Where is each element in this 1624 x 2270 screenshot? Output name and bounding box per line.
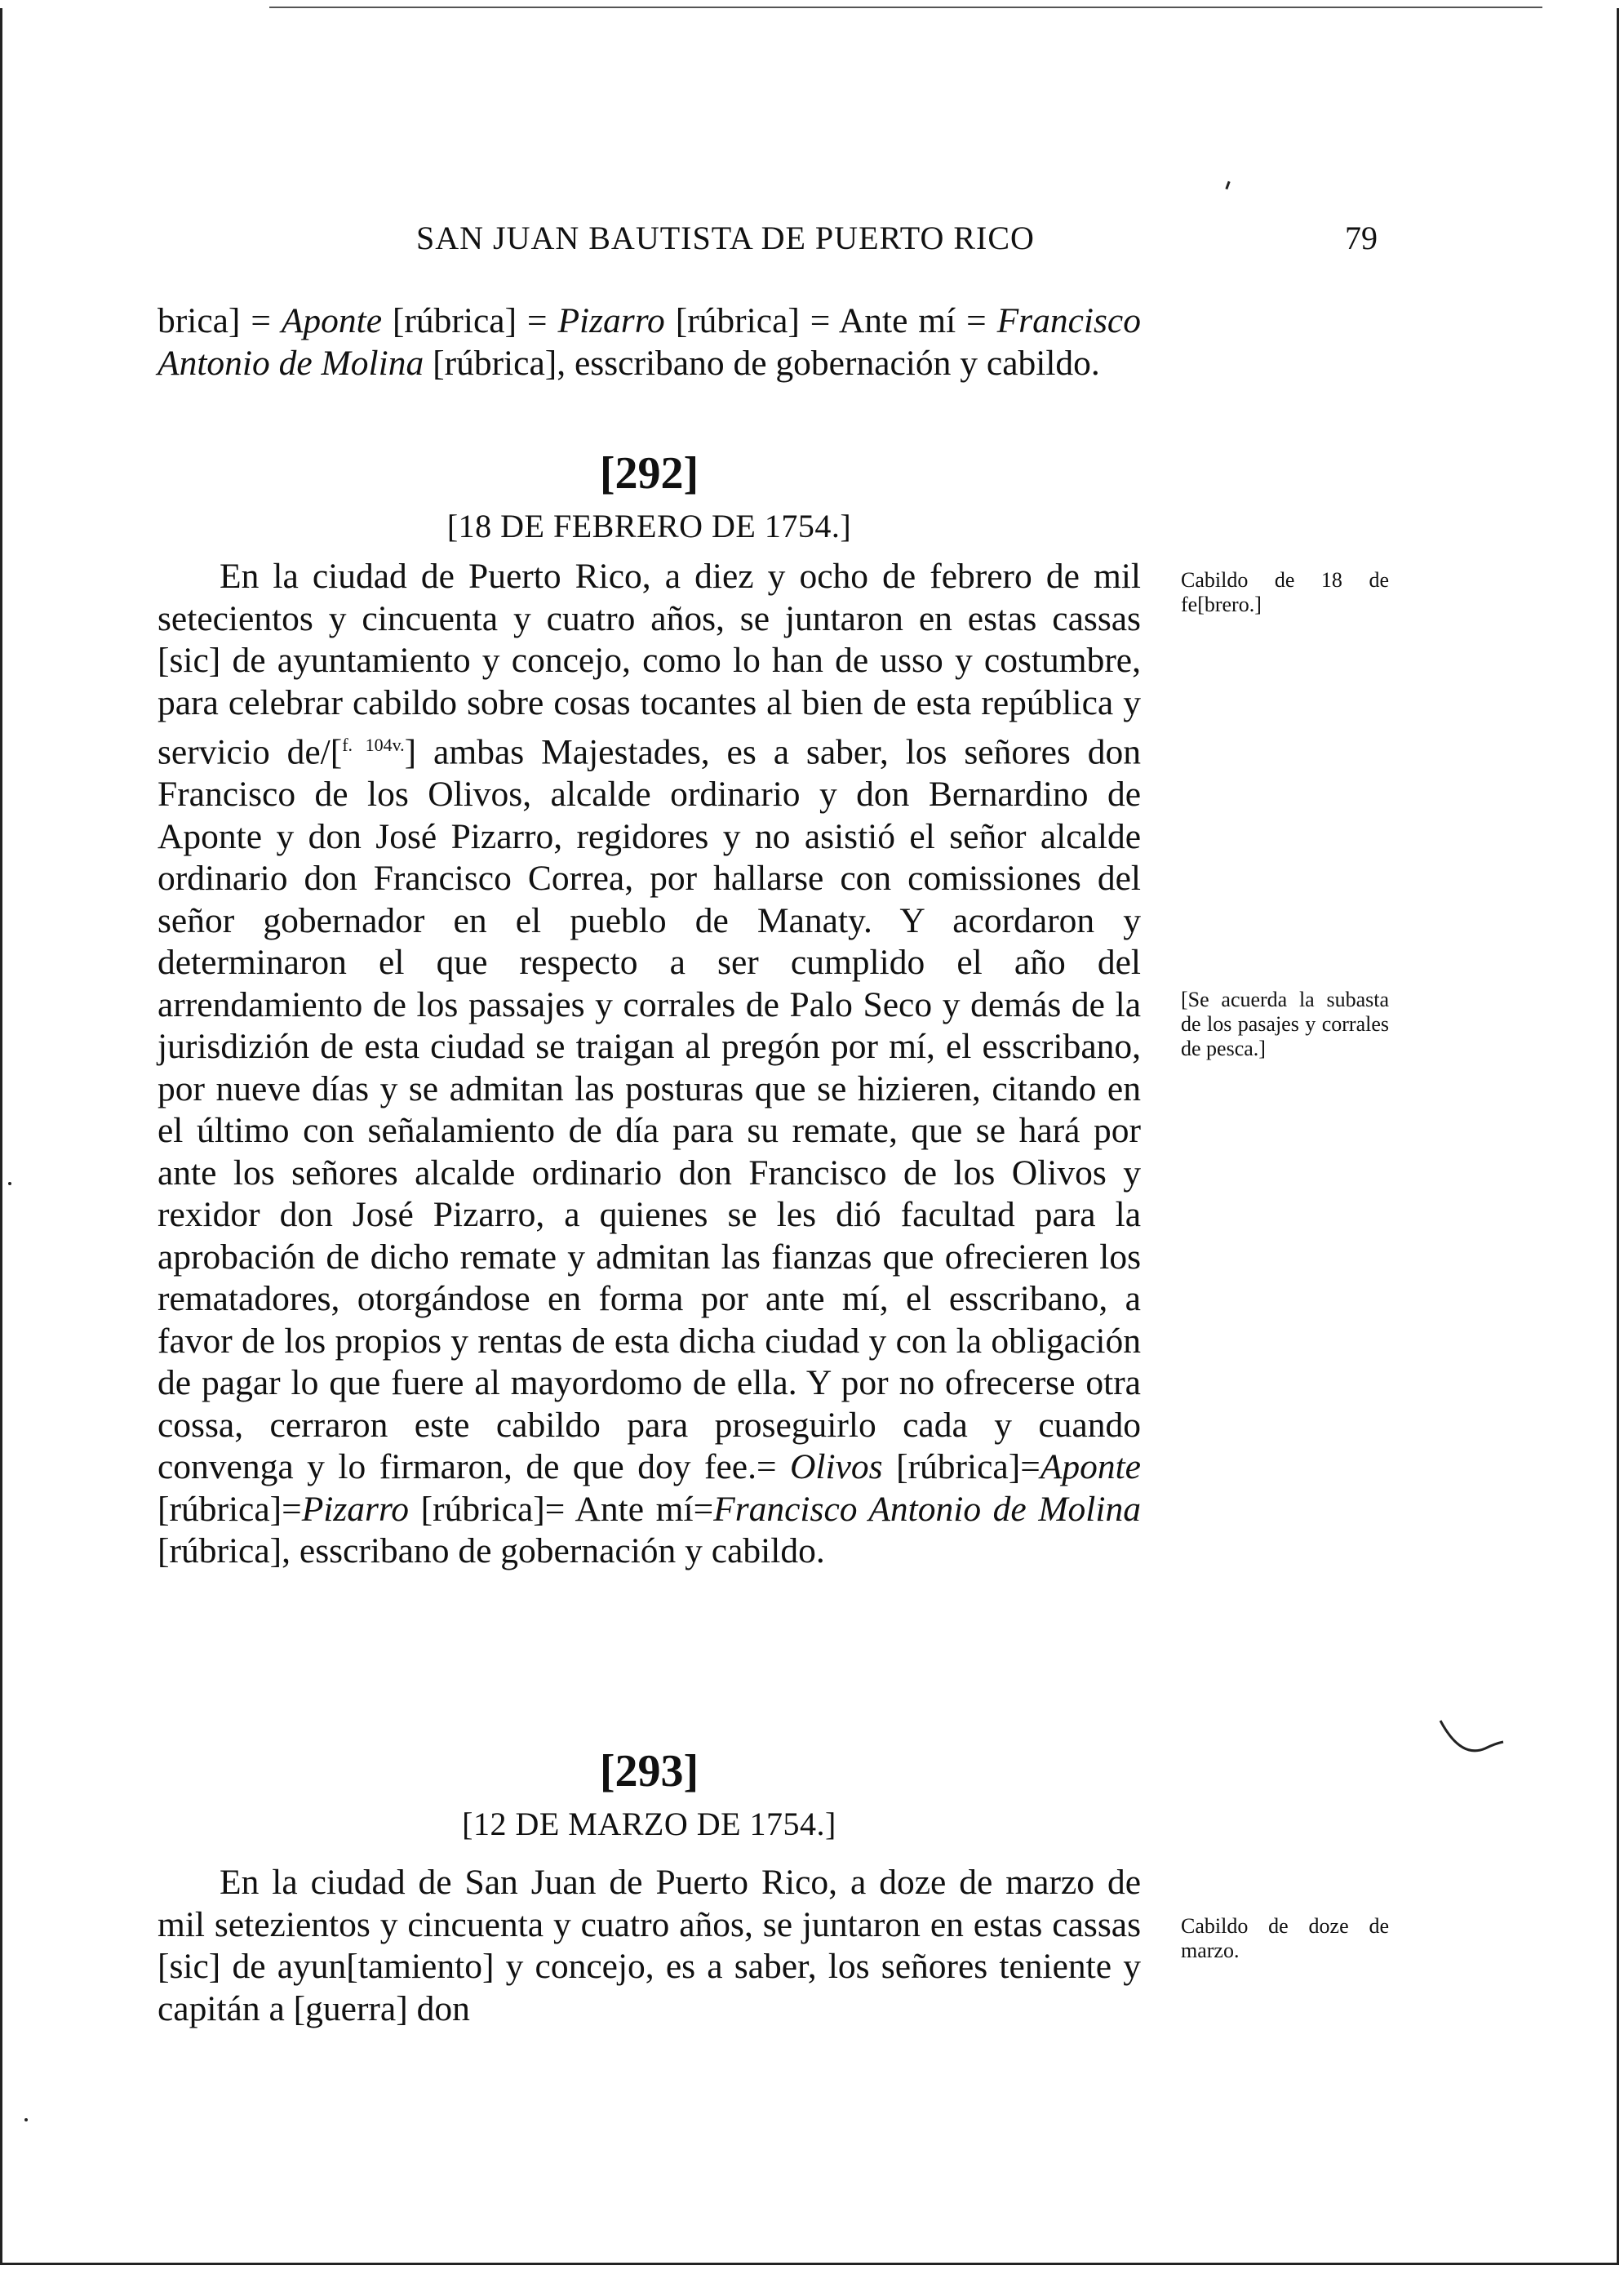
page-number: 79 xyxy=(1345,220,1378,256)
entry-292 xyxy=(158,445,1141,1573)
entry-293 xyxy=(158,1743,1141,2030)
margin-note: [Se acuerda la subasta de los pasajes y corrales de pesca.] xyxy=(1181,988,1389,1060)
running-title: SAN JUAN BAUTISTA DE PUERTO RICO xyxy=(416,220,1035,256)
entry-number: [293] xyxy=(599,1746,699,1797)
entry-number: [292] xyxy=(599,448,699,499)
scan-speck xyxy=(24,2118,28,2121)
scan-speck xyxy=(8,1182,11,1185)
top-scan-rule xyxy=(269,7,1542,8)
margin-note: Cabildo de doze de marzo. xyxy=(1181,1914,1389,1962)
opening-paragraph: brica] = Aponte [rúbrica] = Pizarro [rúbrica] = Ante mí = Francisco Antonio de Molina [rúbrica], esscribano de gobernación y cabildo. xyxy=(158,301,1141,383)
entry-date: [12 DE MARZO DE 1754.] xyxy=(462,1806,836,1842)
margin-note: Cabildo de 18 de fe[brero.] xyxy=(1181,568,1389,616)
pen-mark-icon xyxy=(1436,1714,1510,1763)
entry-body: En la ciudad de San Juan de Puerto Rico, a doze de marzo de mil setezientos y cincuenta y cuatro años, se juntaron en estas cassas [sic] de ayun[tamiento] y concejo, es a saber, los señores teniente y capitán a [guerra] don xyxy=(158,1863,1141,2028)
folio-reference: f. 104v. xyxy=(342,735,405,755)
entry-date: [18 DE FEBRERO DE 1754.] xyxy=(446,508,852,544)
entry-body: En la ciudad de Puerto Rico, a diez y ocho de febrero de mil setecientos y cincuenta y cuatro años, se juntaron en estas cassas [sic] de ayuntamiento y concejo, como lo han de usso y costumbre, para celebrar cabildo sobre cosas tocantes al bien de esta república y servicio de/[$^{f. 104v.}$] ambas Majestades, es a saber, los señores don Francisco de los Olivos, alcalde ordinario y don Bernardino de Aponte y don José Pizarro, regidores y no asistió el señor alcalde ordinario don Francisco Correa, por hallarse con comissiones del señor gobernador en el pueblo de Manaty. Y acordaron y determinaron el que respecto a ser cumplido el año del arrendamiento de los passajes y corrales de Palo Seco y demás de la jurisdizión de esta ciudad se traigan al pregón por mí, el esscribano, por nueve días y se admitan las posturas que se hizieren, citando en el último con señalamiento de día para su remate, que se hará por ante los señores alcalde ordinario don Francisco de los Olivos y rexidor don José Pizarro, a quienes se les dió facultad para la aprobación de dicho remate y admitan las fianzas que ofrecieren los rematadores, otorgándose en forma por ante mí, el esscribano, a favor de los propios y rentas de esta dicha ciudad y con la obligación de pagar lo que fuere al mayordomo de ella. Y por no ofrecerse otra cossa, cerraron este cabildo para proseguirlo cada y cuando convenga y lo firmaron, de que doy fee.= Olivos [rúbrica]=Aponte [rúbrica]=Pizarro [rúbrica]= Ante mí=Francisco Antonio de Molina [rúbrica], esscribano de gobernación y cabildo. xyxy=(158,557,1141,1570)
